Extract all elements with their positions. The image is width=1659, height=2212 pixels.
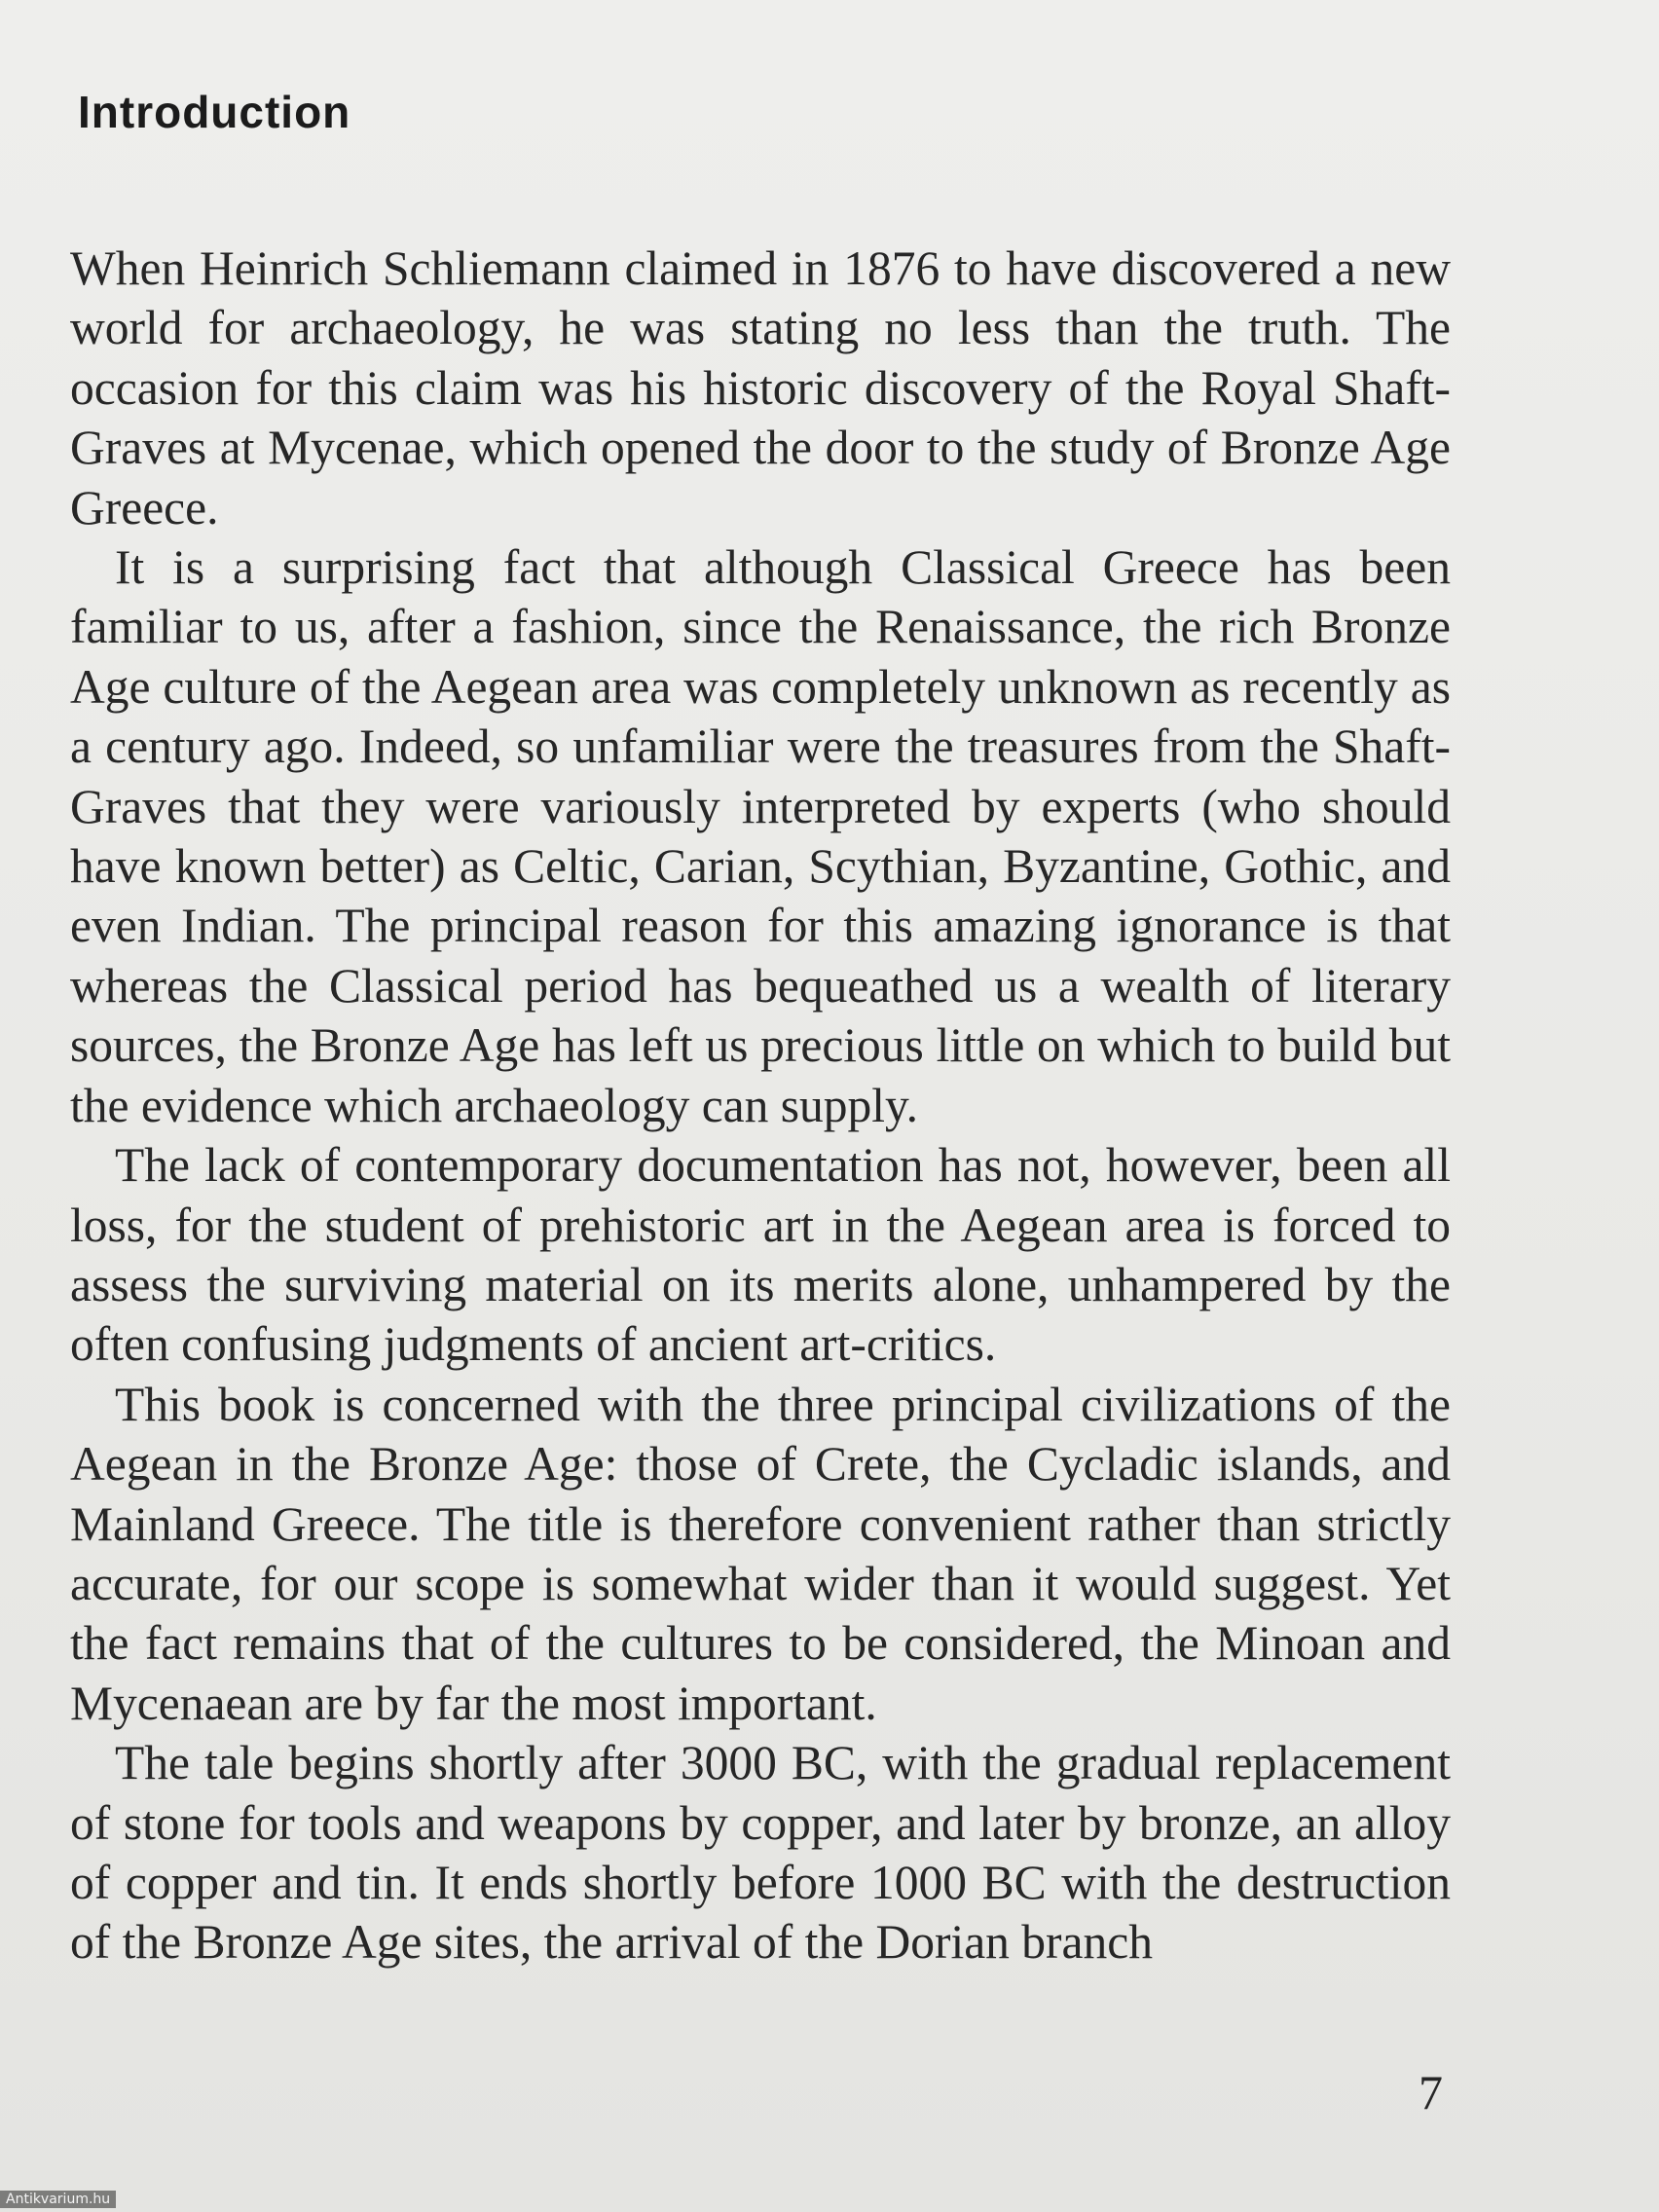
body-text — [70, 239, 1451, 1972]
chapter-heading: Introduction — [78, 87, 351, 137]
paragraph-4: This book is concerned with the three principal civilizations of the Aegean in the Bronze Age: those of Crete, the Cycladic islands, and Mainland Greece. The title is therefore convenient rather than strictly accurate, for our scope is somewhat wider than it would suggest. Yet the fact remains that of the cultures to be considered, the Minoan and Mycenaean are by far the most important. — [70, 1377, 1451, 1730]
page-number: 7 — [1419, 2065, 1443, 2120]
paragraph-5: The tale begins shortly after 3000 BC, with the gradual replacement of stone for tools and weapons by copper, and later by bronze, an alloy of copper and tin. It ends shortly before 1000 BC with the destruction of the Bronze Age sites, the arrival of the Dorian branch — [70, 1736, 1451, 1970]
paragraph-1: When Heinrich Schliemann claimed in 1876 to have discovered a new world for archaeology, he was stating no less than the truth. The occasion for this claim was his historic discovery of the Royal Shaft-Graves at Mycenae, which opened the door to the study of Bronze Age Greece. — [70, 241, 1451, 535]
watermark: Antikvarium.hu — [0, 2191, 116, 2208]
paragraph-3: The lack of contemporary documentation has not, however, been all loss, for the student of prehistoric art in the Aegean area is forced to assess the surviving material on its merits alone, unhampered by the often confusing judgments of ancient art-critics. — [70, 1138, 1451, 1372]
paragraph-2: It is a surprising fact that although Classical Greece has been familiar to us, after a fashion, since the Renaissance, the rich Bronze Age culture of the Aegean area was completely unknown as recently as a century ago. Indeed, so unfamiliar were the treasures from the Shaft-Graves that they were variously interpreted by experts (who should have known better) as Celtic, Carian, Scythian, Byzantine, Gothic, and even Indian. The principal reason for this amazing ignorance is that whereas the Classical period has bequeathed us a wealth of literary sources, the Bronze Age has left us precious little on which to build but the evidence which archaeology can supply. — [70, 540, 1451, 1132]
